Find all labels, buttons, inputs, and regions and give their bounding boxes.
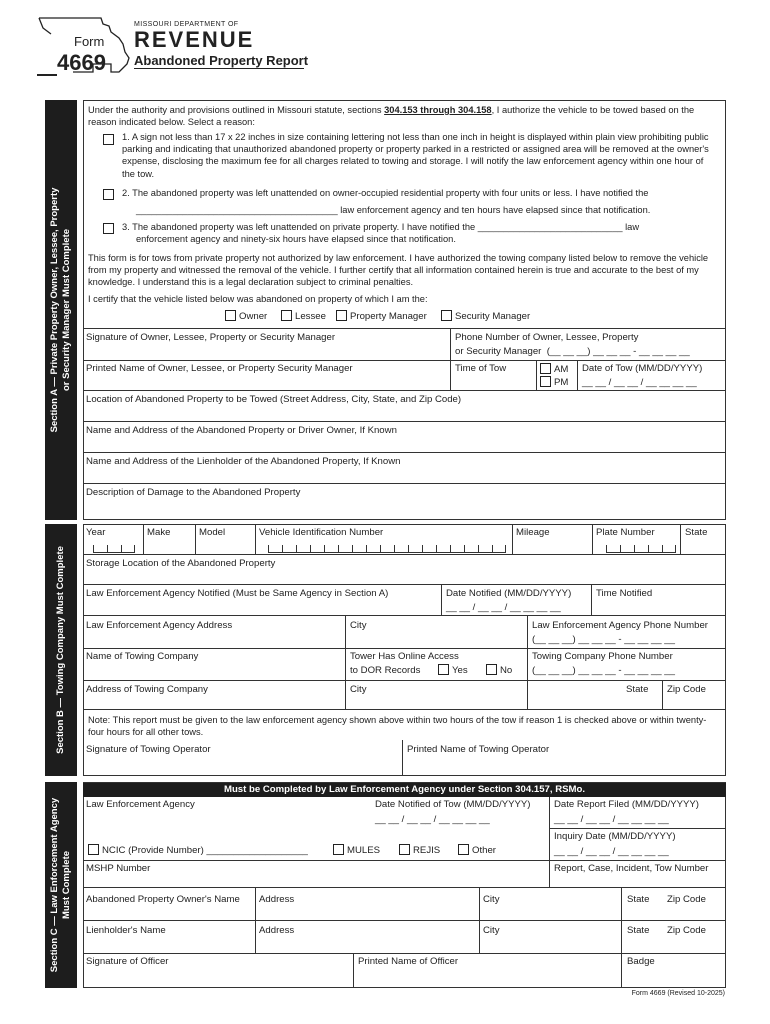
section-c-label: Section C — Law Enforcement Agency Must Complete	[49, 797, 72, 973]
online-yes-option[interactable]: Yes	[438, 664, 468, 678]
mules-checkbox[interactable]	[333, 844, 344, 855]
online-access-label: Tower Has Online Access	[350, 651, 459, 662]
vin-field[interactable]	[268, 545, 506, 553]
role-property-manager[interactable]: Property Manager	[336, 310, 427, 324]
am-option[interactable]: AM	[540, 363, 568, 377]
c-lienholder-state-field[interactable]: State	[627, 925, 650, 936]
damage-description-field[interactable]: Description of Damage to the Abandoned Property	[86, 487, 301, 498]
towing-operator-signature-field[interactable]: Signature of Towing Operator	[86, 744, 211, 755]
rejis-checkbox[interactable]	[399, 844, 410, 855]
c-lienholder-zip-field[interactable]: Zip Code	[667, 925, 706, 936]
role-lessee[interactable]: Lessee	[281, 310, 326, 324]
mshp-number-field[interactable]: MSHP Number	[86, 863, 151, 874]
form-title: Abandoned Property Report	[134, 53, 309, 68]
online-no-option[interactable]: No	[486, 664, 512, 678]
lienholder-field[interactable]: Name and Address of the Lienholder of the Abandoned Property, If Known	[86, 456, 401, 467]
header-dash	[37, 74, 57, 76]
owner-phone-label: Phone Number of Owner, Lessee, Property	[455, 332, 639, 343]
other-option[interactable]: Other	[458, 844, 496, 858]
location-field[interactable]: Location of Abandoned Property to be Towed (Street Address, City, State, and Zip Code)	[86, 394, 462, 405]
online-access-label-2: to DOR Records	[350, 665, 421, 676]
agency-phone-field[interactable]: (__ __ __) __ __ __ - __ __ __ __	[532, 634, 675, 645]
am-checkbox[interactable]	[540, 363, 551, 374]
year-label: Year	[86, 527, 106, 538]
section-a-sidebar	[45, 100, 77, 520]
yes-checkbox[interactable]	[438, 664, 449, 675]
owner-printed-name-field[interactable]: Printed Name of Owner, Lessee, or Property Security Manager	[86, 363, 353, 374]
state-label: State	[685, 527, 708, 538]
agency-notified-field[interactable]: Law Enforcement Agency Notified (Must be Same Agency in Section A)	[86, 588, 389, 599]
rejis-option[interactable]: REJIS	[399, 844, 440, 858]
ncic-option[interactable]: NCIC (Provide Number) ___________________	[88, 844, 308, 858]
lessee-checkbox[interactable]	[281, 310, 292, 321]
form-number: 4669	[57, 50, 106, 75]
c-lienholder-address-field[interactable]: Address	[259, 925, 295, 936]
date-of-tow-field[interactable]: __ __ / __ __ / __ __ __ __	[582, 377, 697, 388]
form-label: Form	[74, 34, 105, 49]
vin-label: Vehicle Identification Number	[259, 527, 384, 538]
ncic-checkbox[interactable]	[88, 844, 99, 855]
c-lienholder-name-field[interactable]: Lienholder's Name	[86, 925, 166, 936]
date-report-filed-field[interactable]: __ __ / __ __ / __ __ __ __	[554, 814, 669, 825]
section-c-sidebar	[45, 782, 77, 988]
property-owner-field[interactable]: Name and Address of the Abandoned Property or Driver Owner, If Known	[86, 425, 397, 436]
reason-1-text: 1. A sign not less than 17 x 22 inches in size containing lettering not less than one inch in height is displayed within plain view prohibiting public parking and indicating that unauthorized abandoned property or property parked in a restricted or assigned area will be removed at the owner's expense, disclosing the maximum fee for all charges related to towing and storage. I will notify the law enforcement agency within one hour of the tow.	[122, 132, 709, 179]
form-footer: Form 4669 (Revised 10-2025)	[631, 990, 725, 997]
towing-phone-label: Towing Company Phone Number	[532, 651, 673, 662]
c-owner-name-field[interactable]: Abandoned Property Owner's Name	[86, 894, 240, 905]
date-notified-label: Date Notified (MM/DD/YYYY)	[446, 588, 572, 599]
c-owner-zip-field[interactable]: Zip Code	[667, 894, 706, 905]
no-checkbox[interactable]	[486, 664, 497, 675]
owner-phone-field[interactable]: or Security Manager (__ __ __) __ __ __ - __ __ __ __	[455, 346, 690, 357]
reason-2-agency-line[interactable]: _______________________________________ law enforcement agency and ten hours have elapsed since that notification.	[136, 205, 651, 215]
owner-checkbox[interactable]	[225, 310, 236, 321]
security-manager-checkbox[interactable]	[441, 310, 452, 321]
inquiry-date-field[interactable]: __ __ / __ __ / __ __ __ __	[554, 846, 669, 857]
other-checkbox[interactable]	[458, 844, 469, 855]
tow-note-text: Note: This report must be given to the law enforcement agency shown above within two hours of the tow if reason 1 is checked above or within twenty-four hours for all other tows.	[88, 715, 707, 738]
mileage-label: Mileage	[516, 527, 550, 538]
time-notified-field[interactable]: Time Notified	[596, 588, 653, 599]
section-c-header-bar: Must be Completed by Law Enforcement Agency under Section 304.157, RSMo.	[83, 783, 726, 797]
le-agency-field[interactable]: Law Enforcement Agency	[86, 799, 195, 810]
title-underline	[134, 68, 304, 69]
officer-signature-field[interactable]: Signature of Officer	[86, 956, 169, 967]
reason-3-text: 3. The abandoned property was left unattended on private property. I have notified the ____________________________ law	[122, 222, 640, 232]
mules-option[interactable]: MULES	[333, 844, 380, 858]
towing-city-field[interactable]: City	[350, 684, 367, 695]
towing-operator-printed-field[interactable]: Printed Name of Towing Operator	[407, 744, 550, 755]
reason-3-checkbox[interactable]	[103, 223, 114, 234]
year-field[interactable]	[93, 545, 135, 553]
certify-text: This form is for tows from private property not authorized by law enforcement. I have authorized the towing company listed below to remove the vehicle from my property and witnessed the removal of the vehicle. I further certify that all information contained herein is true and accurate to the best of my knowledge. I understand this is a legal declaration subject to criminal penalties.	[88, 253, 709, 288]
c-owner-address-field[interactable]: Address	[259, 894, 295, 905]
agency-phone-label: Law Enforcement Agency Phone Number	[532, 620, 708, 631]
plate-field[interactable]	[606, 545, 676, 553]
c-owner-state-field[interactable]: State	[627, 894, 650, 905]
inquiry-date-label: Inquiry Date (MM/DD/YYYY)	[554, 831, 676, 842]
c-lienholder-city-field[interactable]: City	[483, 925, 500, 936]
date-notified-tow-label: Date Notified of Tow (MM/DD/YYYY)	[375, 799, 531, 810]
make-label: Make	[147, 527, 171, 538]
role-security-manager[interactable]: Security Manager	[441, 310, 530, 324]
reason-2-checkbox[interactable]	[103, 189, 114, 200]
storage-location-field[interactable]: Storage Location of the Abandoned Property	[86, 558, 276, 569]
badge-field[interactable]: Badge	[627, 956, 655, 967]
towing-phone-field[interactable]: (__ __ __) __ __ __ - __ __ __ __	[532, 665, 675, 676]
property-manager-checkbox[interactable]	[336, 310, 347, 321]
reason-1-checkbox[interactable]	[103, 134, 114, 145]
certify-role-text: I certify that the vehicle listed below was abandoned on property of which I am the:	[88, 294, 428, 304]
report-number-field[interactable]: Report, Case, Incident, Tow Number	[554, 863, 709, 874]
towing-zip-field[interactable]: Zip Code	[667, 684, 706, 695]
date-notified-tow-field[interactable]: __ __ / __ __ / __ __ __ __	[375, 814, 490, 825]
department-label: MISSOURI DEPARTMENT OF	[134, 21, 239, 28]
section-a-label: Section A — Private Property Owner, Lessee, Property or Security Manager Must Complete	[49, 187, 72, 433]
towing-state-field[interactable]: State	[626, 684, 649, 695]
plate-label: Plate Number	[596, 527, 655, 538]
owner-signature-field[interactable]: Signature of Owner, Lessee, Property or Security Manager	[86, 332, 336, 343]
pm-checkbox[interactable]	[540, 376, 551, 387]
section-b-sidebar	[45, 524, 77, 776]
date-of-tow-label: Date of Tow (MM/DD/YYYY)	[582, 363, 703, 374]
role-owner[interactable]: Owner	[225, 310, 267, 324]
officer-printed-name-field[interactable]: Printed Name of Officer	[358, 956, 459, 967]
agency-city-field[interactable]: City	[350, 620, 367, 631]
time-of-tow-field[interactable]: Time of Tow	[455, 363, 507, 374]
revenue-logo: REVENUE	[134, 27, 255, 52]
agency-address-field[interactable]: Law Enforcement Agency Address	[86, 620, 233, 631]
intro-text: Under the authority and provisions outlined in Missouri statute, sections 304.153 through 304.158, I authorize the vehicle to be towed based on the reason indicated below. Select a reason:	[88, 105, 695, 128]
reason-3-text-cont: enforcement agency and ninety-six hours have elapsed since that notification.	[136, 234, 456, 244]
date-notified-field[interactable]: __ __ / __ __ / __ __ __ __	[446, 602, 561, 613]
date-report-filed-label: Date Report Filed (MM/DD/YYYY)	[554, 799, 700, 810]
towing-address-field[interactable]: Address of Towing Company	[86, 684, 208, 695]
model-label: Model	[199, 527, 226, 538]
towing-company-name-field[interactable]: Name of Towing Company	[86, 651, 199, 662]
reason-2-text: 2. The abandoned property was left unattended on owner-occupied residential property with four units or less. I have notified the	[122, 188, 649, 198]
c-owner-city-field[interactable]: City	[483, 894, 500, 905]
section-b-label: Section B — Towing Company Must Complete	[55, 546, 66, 754]
pm-option[interactable]: PM	[540, 376, 568, 390]
